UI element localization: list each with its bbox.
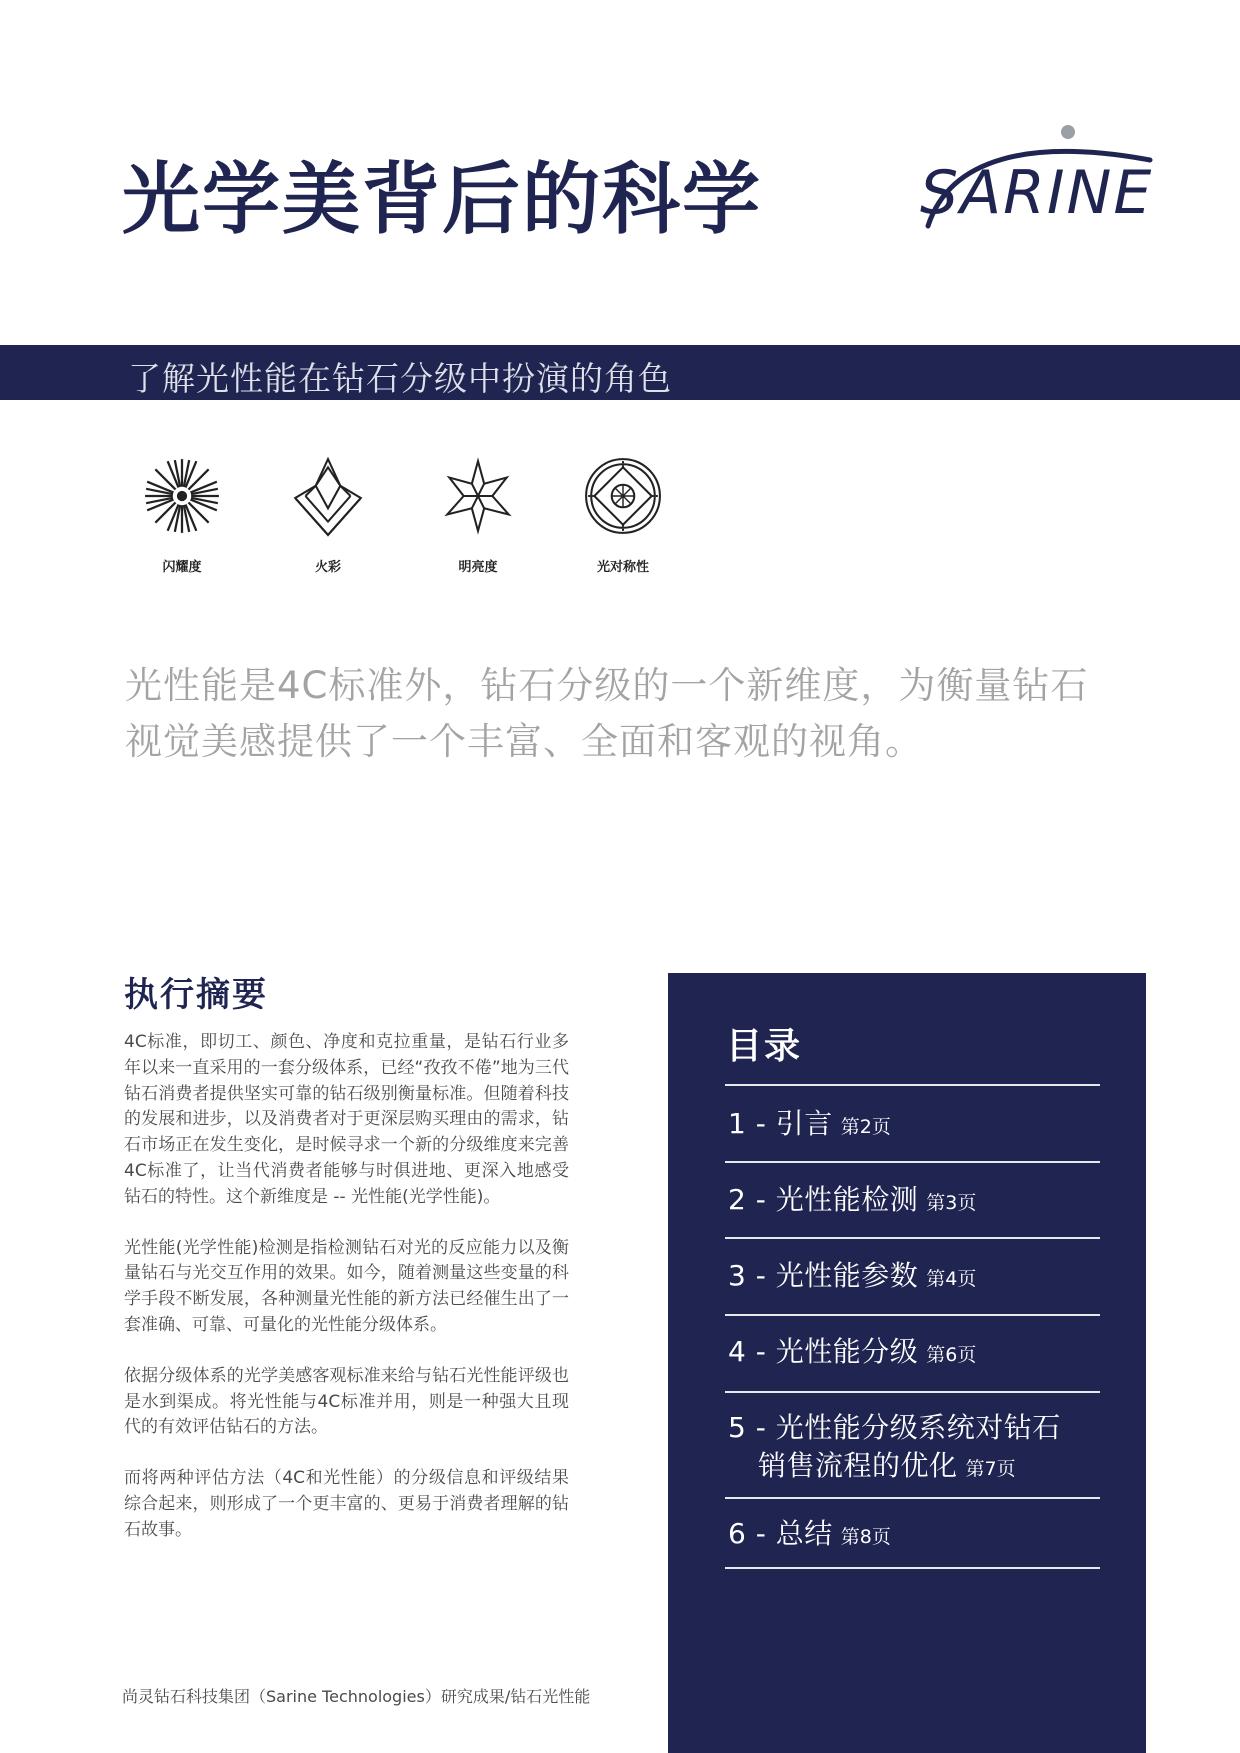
toc-item-measurement[interactable]	[728, 1181, 1108, 1219]
toc-divider	[725, 1391, 1100, 1393]
toc-item-label: 4 - 光性能分级	[728, 1335, 919, 1368]
lead-paragraph: 光性能是4C标准外，钻石分级的一个新维度，为衡量钻石视觉美感提供了一个丰富、全面和客观的视角。	[125, 664, 1089, 763]
toc-divider	[725, 1497, 1100, 1499]
icon-item-brilliance	[418, 455, 538, 575]
summary-body	[124, 1030, 569, 1569]
summary-title: 执行摘要	[124, 975, 268, 1015]
subtitle: 了解光性能在钻石分级中扮演的角色	[128, 359, 672, 398]
brilliance-icon	[437, 455, 519, 537]
toc-divider	[725, 1567, 1100, 1569]
toc-item-label-cont: 销售流程的优化	[758, 1449, 958, 1482]
toc-title: 目录	[726, 1026, 803, 1067]
toc-divider	[725, 1084, 1100, 1086]
logo-text: SARINE	[920, 158, 1154, 228]
icon-label: 火彩	[314, 560, 341, 575]
toc-panel	[668, 973, 1146, 1753]
sparkle-icon	[141, 455, 223, 537]
toc-item-label: 6 - 总结	[728, 1517, 833, 1550]
page-title: 光学美背后的科学	[122, 155, 763, 245]
toc-page-number: 第2页	[840, 1116, 891, 1138]
sarine-logo-icon	[910, 118, 1160, 243]
symmetry-icon	[582, 455, 664, 537]
icon-item-fire	[268, 455, 388, 575]
toc-item-label: 2 - 光性能检测	[728, 1183, 919, 1216]
toc-page-number: 第8页	[840, 1526, 891, 1548]
toc-page-number: 第3页	[926, 1192, 977, 1214]
icon-label: 闪耀度	[162, 560, 202, 575]
icon-label: 光对称性	[596, 560, 649, 575]
toc-divider	[725, 1314, 1100, 1316]
toc-divider	[725, 1161, 1100, 1163]
toc-item-label: 1 - 引言	[728, 1107, 833, 1140]
footer-text: 尚灵钻石科技集团（Sarine Technologies）研究成果/钻石光性能	[122, 1687, 591, 1706]
toc-divider	[725, 1237, 1100, 1239]
summary-paragraph: 依据分级体系的光学美感客观标准来给与钻石光性能评级也是水到渠成。将光性能与4C标准并用，则是一种强大且现代的有效评估钻石的方法。	[124, 1365, 569, 1438]
toc-item-label: 3 - 光性能参数	[728, 1259, 919, 1292]
icon-item-symmetry	[563, 455, 683, 575]
summary-paragraph: 而将两种评估方法（4C和光性能）的分级信息和评级结果综合起来，则形成了一个更丰富的、更易于消费者理解的钻石故事。	[124, 1468, 569, 1540]
icon-item-sparkle	[122, 455, 242, 575]
toc-item-grading[interactable]	[728, 1333, 1108, 1371]
toc-item-parameters[interactable]	[728, 1257, 1108, 1295]
subtitle-band	[0, 345, 1240, 400]
summary-paragraph: 光性能(光学性能)检测是指检测钻石对光的反应能力以及衡量钻石与光交互作用的效果。如今，随着测量这些变量的科学手段不断发展，各种测量光性能的新方法已经催生出了一套准确、可靠、可量化的光性能分级体系。	[124, 1237, 569, 1335]
toc-page-number: 第7页	[965, 1458, 1016, 1480]
toc-item-conclusion[interactable]	[728, 1515, 1108, 1553]
toc-item-label: 5 - 光性能分级系统对钻石	[728, 1411, 1061, 1444]
toc-page-number: 第6页	[926, 1344, 977, 1366]
fire-icon	[287, 455, 369, 537]
toc-item-sales-optimization[interactable]	[728, 1409, 1108, 1485]
toc-page-number: 第4页	[926, 1268, 977, 1290]
sarine-logo	[910, 118, 1160, 243]
icon-label: 明亮度	[458, 560, 498, 575]
toc-item-introduction[interactable]	[728, 1105, 1108, 1143]
summary-paragraph: 4C标准，即切工、颜色、净度和克拉重量，是钻石行业多年以来一直采用的一套分级体系，已经“孜孜不倦”地为三代钻石消费者提供坚实可靠的钻石级别衡量标准。但随着科技的发展和进步，以及消费者对于更深层购买理由的需求，钻石市场正在发生变化，是时候寻求一个新的分级维度来完善4C标准了，让当代消费者能够与时俱进地、更深入地感受钻石的特性。这个新维度是 -- 光性能(光学性能)。	[124, 1032, 569, 1207]
